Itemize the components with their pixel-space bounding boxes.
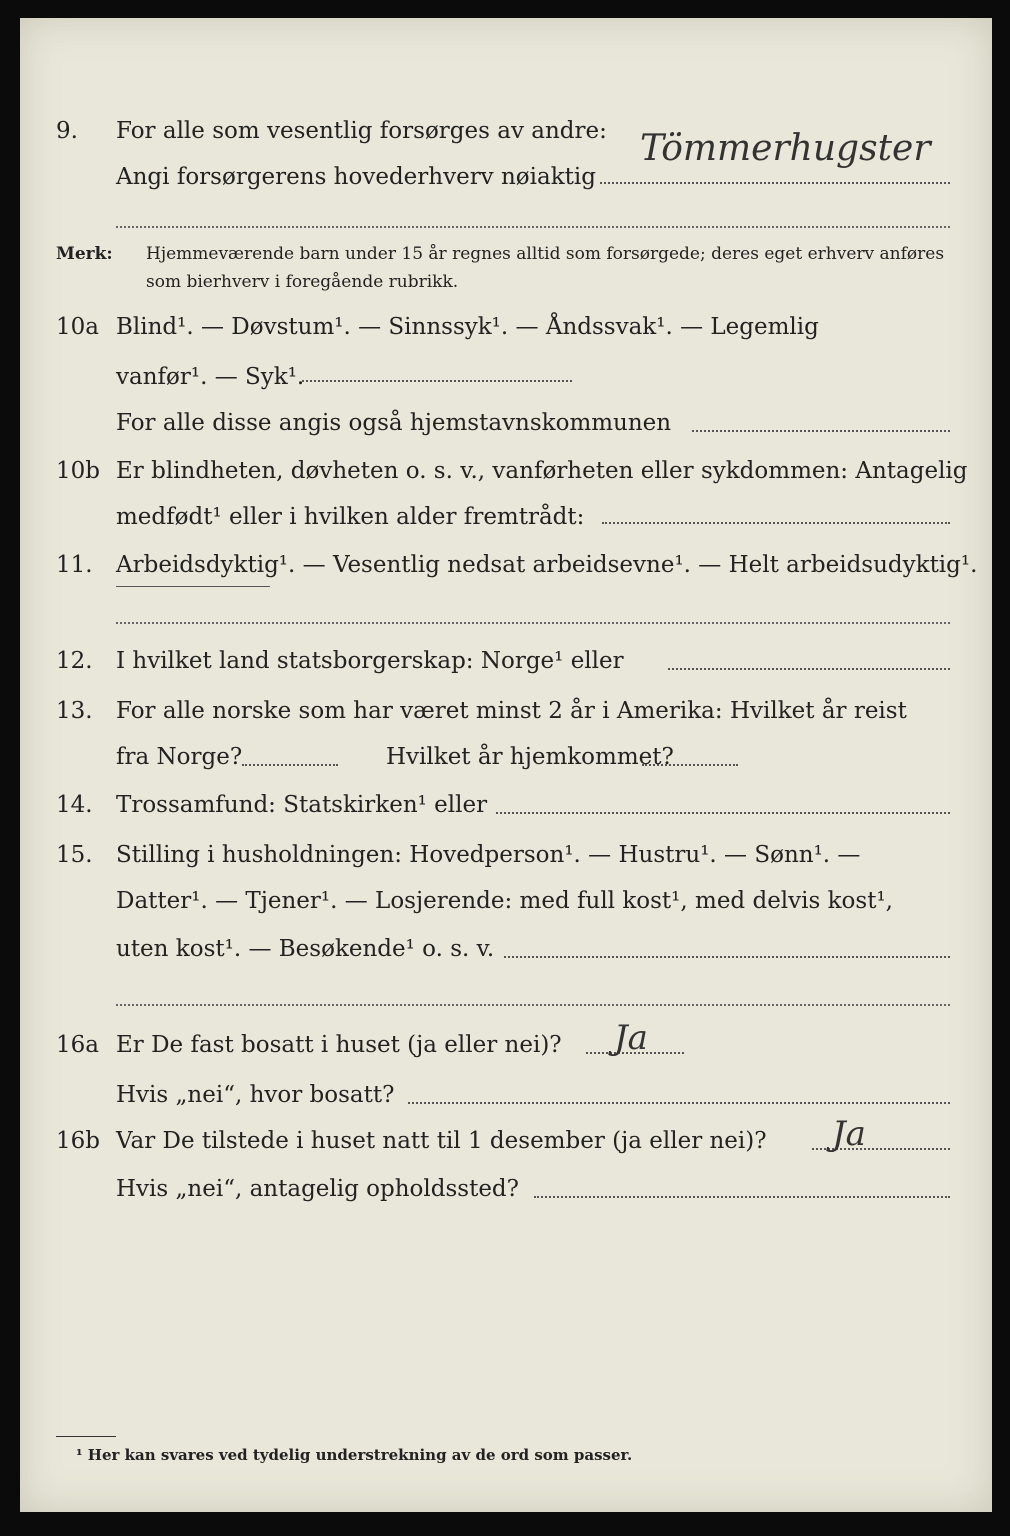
answer-line [504,956,950,958]
handwritten-answer: Tömmerhugster [640,128,931,169]
question-number: 16b [56,1128,100,1154]
question-text: Blind¹. — Døvstum¹. — Sinnssyk¹. — Åndssvak¹. — Legemlig [116,314,819,340]
divider [116,226,950,228]
question-number: 10a [56,314,99,340]
question-number: 10b [56,458,100,484]
question-text: Er blindheten, døvheten o. s. v., vanførheten eller sykdommen: Antagelig [116,458,968,484]
footnote-rule [56,1436,116,1437]
question-text: Arbeidsdyktig¹. — Vesentlig nedsat arbeidsevne¹. — Helt arbeidsudyktig¹. [116,552,978,578]
answer-line [534,1196,950,1198]
question-number: 12. [56,648,93,674]
handwritten-answer: Ja [832,1114,866,1154]
handwritten-answer: Ja [614,1018,648,1058]
answer-line [302,380,572,382]
answer-line [692,430,950,432]
question-text: Stilling i husholdningen: Hovedperson¹. — Hustru¹. — Sønn¹. — [116,842,861,868]
answer-line [242,764,338,766]
question-text: Var De tilstede i huset natt til 1 desember (ja eller nei)? [116,1128,767,1154]
answer-line [668,668,950,670]
underline-mark [116,586,270,587]
question-text: vanfør¹. — Syk¹. [116,364,305,390]
question-text: Angi forsørgerens hovederhverv nøiaktig [116,164,596,190]
answer-line [602,522,950,524]
question-text: Hvis „nei“, antagelig opholdssted? [116,1176,519,1202]
question-number: 14. [56,792,93,818]
question-text: uten kost¹. — Besøkende¹ o. s. v. [116,936,495,962]
question-text: fra Norge? [116,744,243,770]
question-text: Er De fast bosatt i huset (ja eller nei)? [116,1032,562,1058]
note-text: Hjemmeværende barn under 15 år regnes alltid som forsørgede; deres eget erhverv anføres som bierhverv i foregående rubrikk. [146,244,945,292]
question-text: Hvis „nei“, hvor bosatt? [116,1082,395,1108]
question-text: For alle som vesentlig forsørges av andre: [116,118,607,144]
answer-line [600,182,950,184]
divider [116,622,950,624]
census-form-page [20,18,992,1512]
question-text: Datter¹. — Tjener¹. — Losjerende: med full kost¹, med delvis kost¹, [116,888,893,914]
divider [116,1004,950,1006]
question-text: Hvilket år hjemkommet? [386,744,674,770]
answer-line [408,1102,950,1104]
answer-line [496,812,950,814]
question-text: Trossamfund: Statskirken¹ eller [116,792,488,818]
note-label: Merk: [56,244,113,264]
question-number: 16a [56,1032,99,1058]
footnote: ¹ Her kan svares ved tydelig understrekning av de ord som passer. [76,1446,633,1464]
answer-line [642,764,738,766]
question-number: 11. [56,552,93,578]
question-number: 15. [56,842,93,868]
question-number: 9. [56,118,78,144]
question-text: medfødt¹ eller i hvilken alder fremtrådt: [116,504,585,530]
question-number: 13. [56,698,93,724]
question-text: For alle disse angis også hjemstavnskommunen [116,410,672,436]
question-text: For alle norske som har været minst 2 år i Amerika: Hvilket år reist [116,698,907,724]
question-text: I hvilket land statsborgerskap: Norge¹ eller [116,648,624,674]
